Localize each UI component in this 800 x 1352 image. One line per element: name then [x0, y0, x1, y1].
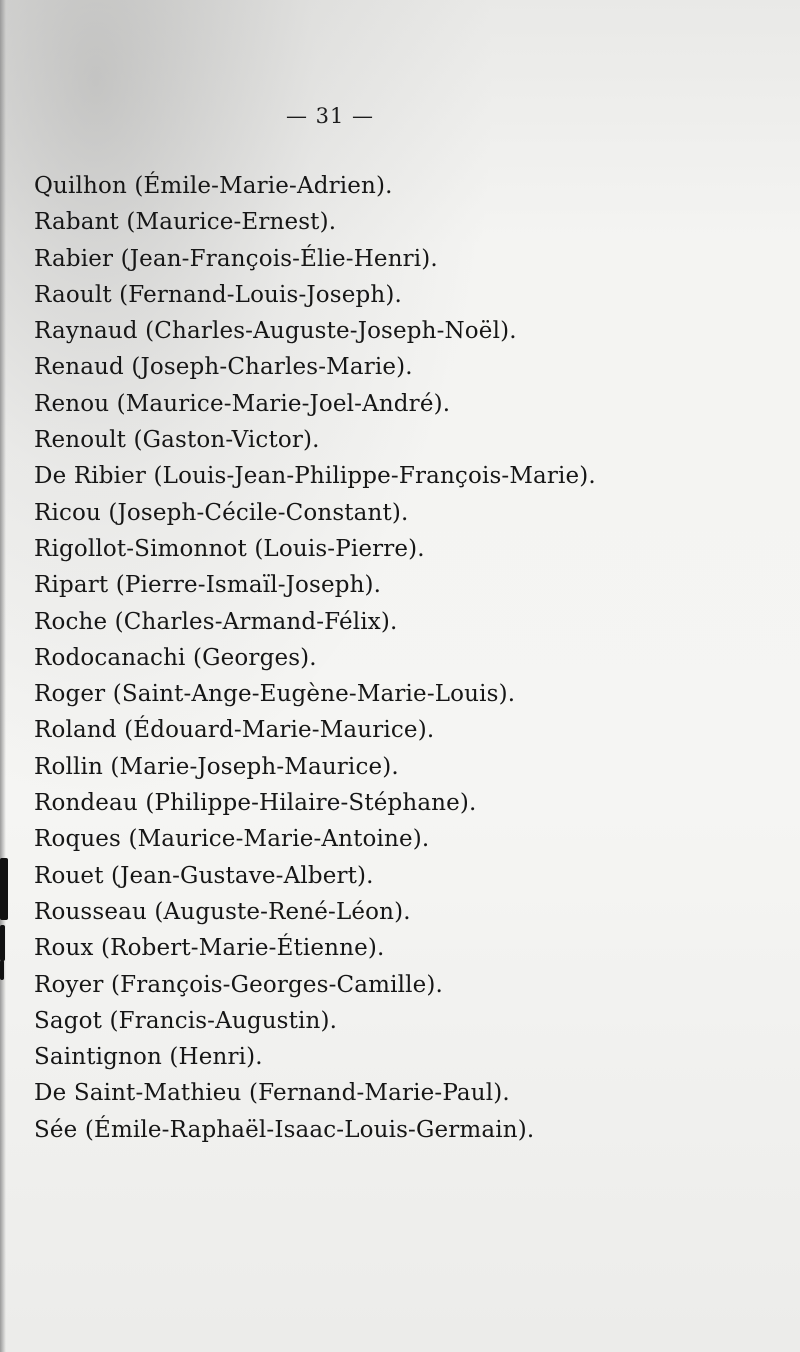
list-item: Rigollot-Simonnot (Louis-Pierre). — [34, 535, 425, 562]
list-item: Raynaud (Charles-Auguste-Joseph-Noël). — [34, 318, 517, 345]
list-item: Renoult (Gaston-Victor). — [34, 427, 320, 454]
list-item: Rabier (Jean-François-Élie-Henri). — [34, 245, 438, 272]
page-number: — 31 — — [285, 104, 375, 128]
ink-smudge-mark — [0, 925, 5, 961]
list-item: Quilhon (Émile-Marie-Adrien). — [34, 173, 393, 199]
ink-smudge-mark — [0, 858, 8, 920]
name-list — [34, 168, 794, 1148]
list-item: De Saint-Mathieu (Fernand-Marie-Paul). — [34, 1080, 510, 1107]
ink-smudge-mark — [0, 960, 4, 980]
page-edge-shadow — [0, 0, 6, 1352]
list-item: Rollin (Marie-Joseph-Maurice). — [34, 753, 399, 780]
list-item: Sée (Émile-Raphaël-Isaac-Louis-Germain). — [34, 1116, 535, 1143]
list-item: Ricou (Joseph-Cécile-Constant). — [34, 499, 409, 526]
list-item: Roux (Robert-Marie-Étienne). — [34, 935, 385, 962]
list-item: Rondeau (Philippe-Hilaire-Stéphane). — [34, 790, 477, 817]
list-item: Ripart (Pierre-Ismaïl-Joseph). — [34, 572, 382, 599]
list-item: Rabant (Maurice-Ernest). — [34, 209, 337, 236]
list-item: Rodocanachi (Georges). — [34, 644, 317, 671]
list-item: Roques (Maurice-Marie-Antoine). — [34, 826, 430, 853]
list-item: Raoult (Fernand-Louis-Joseph). — [34, 281, 402, 308]
list-item: Rouet (Jean-Gustave-Albert). — [34, 862, 374, 889]
list-item: Roche (Charles-Armand-Félix). — [34, 608, 398, 635]
list-item: Rousseau (Auguste-René-Léon). — [34, 898, 411, 925]
list-item: Renaud (Joseph-Charles-Marie). — [34, 354, 413, 381]
list-item: Royer (François-Georges-Camille). — [34, 971, 443, 998]
list-item: Sagot (Francis-Augustin). — [34, 1007, 338, 1034]
list-item: De Ribier (Louis-Jean-Philippe-François-Marie). — [34, 463, 596, 490]
list-item: Roger (Saint-Ange-Eugène-Marie-Louis). — [34, 681, 516, 708]
list-item: Renou (Maurice-Marie-Joel-André). — [34, 390, 451, 417]
list-item: Roland (Édouard-Marie-Maurice). — [34, 717, 435, 744]
list-item: Saintignon (Henri). — [34, 1044, 263, 1071]
